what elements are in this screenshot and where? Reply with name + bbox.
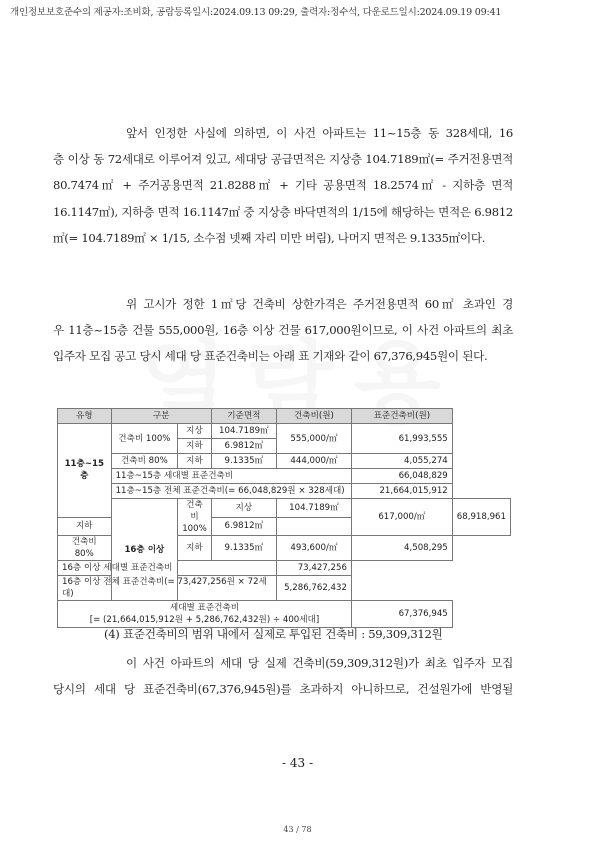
floor-label: 지상	[211, 499, 276, 518]
group-total-label: 16층 이상 전체 표준건축비(= 73,427,256원 × 72세대)	[58, 576, 277, 601]
table-row	[58, 576, 511, 601]
paragraph-actual-cost	[53, 650, 513, 702]
page-number: - 43 -	[281, 756, 313, 770]
paragraph-standard-cost	[53, 291, 513, 370]
area-value: 9.1335㎡	[211, 454, 276, 469]
sub-label: 건축비 100%	[178, 499, 212, 536]
header-standard-cost: 표준건축비(원)	[351, 409, 452, 424]
rate-value: 617,000/㎡	[351, 499, 452, 536]
grand-total-value: 67,376,945	[351, 601, 452, 628]
area-value: 6.9812㎡	[211, 517, 276, 536]
cost-value: 4,055,274	[351, 454, 452, 469]
area-value: 6.9812㎡	[211, 439, 276, 454]
group-total-value: 21,664,015,912	[351, 484, 452, 499]
sub-label: 건축비 80%	[111, 454, 178, 469]
floor-label: 지하	[178, 454, 212, 469]
group-label-11-15: 11층~15층	[58, 424, 112, 518]
sub-label: 건축비 80%	[58, 536, 112, 561]
group-total-label: 11층~15층 전체 표준건축비(= 66,048,829원 × 328세대)	[111, 484, 351, 499]
cost-value: 4,508,295	[351, 536, 452, 561]
subtotal-label: 16층 이상 세대별 표준건축비	[58, 561, 277, 576]
table-row	[58, 454, 511, 469]
standard-construction-cost-table	[57, 408, 511, 628]
paragraph-2-first-line: 위 고시가 정한 1㎡당 건축비 상한가격은 주거전용면적 60㎡ 초과인 경	[126, 297, 513, 311]
table-row	[58, 561, 511, 576]
header-base-area: 기준면적	[211, 409, 276, 424]
paragraph-1-first-line: 앞서 인정한 사실에 의하면, 이 사건 아파트는 11~15층 동 328세대, 16	[126, 126, 513, 140]
floor-label: 지상	[178, 424, 212, 439]
area-value: 104.7189㎡	[211, 424, 276, 439]
table-row	[58, 499, 511, 518]
header-type: 유형	[58, 409, 112, 424]
document-header: 개인정보보호준수의 제공자:조비화, 공람등록일시:2024.09.13 09:29, 출력자:정수석, 다운로드일시:2024.09.19 09:41	[10, 7, 502, 18]
table-header-row	[58, 409, 511, 424]
header-division: 구분	[111, 409, 211, 424]
subtotal-label: 11층~15층 세대별 표준건축비	[111, 469, 351, 484]
grand-total-label-line2: [= (21,664,015,912원 + 5,286,762,432원) ÷ 400세대]	[89, 615, 320, 625]
table-row	[58, 424, 511, 439]
rate-value: 493,600/㎡	[276, 536, 351, 561]
floor-label: 지하	[178, 536, 212, 561]
paragraph-2-body: 우 11층~15층 건물 555,000원, 16층 이상 건물 617,000원이므로, 이 사건 아파트의 최초 입주자 모집 공고 당시 세대 당 표준건축비는 아래 표 기재와 같이 67,376,945원이 된다.	[53, 323, 513, 364]
paragraph-3-second-line: 당시의 세대 당 표준건축비(67,376,945원)를 초과하지 아니하므로, 건설원가에 반영될	[53, 682, 513, 697]
item-4-heading: (4) 표준건축비의 범위 내에서 실제로 투입된 건축비 : 59,309,312원	[104, 627, 443, 641]
paragraph-apartment-facts	[53, 120, 513, 251]
rate-value: 444,000/㎡	[276, 454, 351, 469]
floor-label: 지하	[178, 439, 212, 454]
page-footer: 43 / 78	[283, 825, 312, 834]
group-total-value: 5,286,762,432	[276, 576, 351, 601]
table-row	[58, 469, 511, 484]
subtotal-value: 66,048,829	[351, 469, 452, 484]
floor-label: 지하	[58, 517, 112, 536]
rate-value: 555,000/㎡	[276, 424, 351, 454]
area-value: 9.1335㎡	[211, 536, 276, 561]
sub-label: 건축비 100%	[111, 424, 178, 454]
paragraph-3-first-line: 이 사건 아파트의 세대 당 실제 건축비(59,309,312원)가 최초 입주자 모집	[126, 656, 513, 670]
header-cost-rate: 건축비(원)	[276, 409, 351, 424]
subtotal-value: 73,427,256	[276, 561, 351, 576]
cost-value: 68,918,961	[452, 499, 510, 536]
table-row	[58, 484, 511, 499]
cost-value: 61,993,555	[351, 424, 452, 454]
grand-total-label-line1: 세대별 표준건축비	[169, 603, 240, 613]
paragraph-1-body: 층 이상 동 72세대로 이루어져 있고, 세대당 공급면적은 지상층 104.7189㎡(= 주거전용면적 80.7474㎡ + 주거공용면적 21.8288㎡ + 기타 공용면적 18.2574㎡ - 지하층 면적 16.1147㎡), 지하층 면적 16.1147㎡ 중 지상층 바닥면적의 1/15에 해당하는 면적은 6.9812㎡(= 104.7189㎡ × 1/15, 소수점 넷째 자리 미만 버림), 나머지 면적은 9.1335㎡이다.	[53, 152, 513, 245]
group-label-16-plus: 16층 이상	[111, 499, 178, 601]
area-value: 104.7189㎡	[276, 499, 351, 518]
